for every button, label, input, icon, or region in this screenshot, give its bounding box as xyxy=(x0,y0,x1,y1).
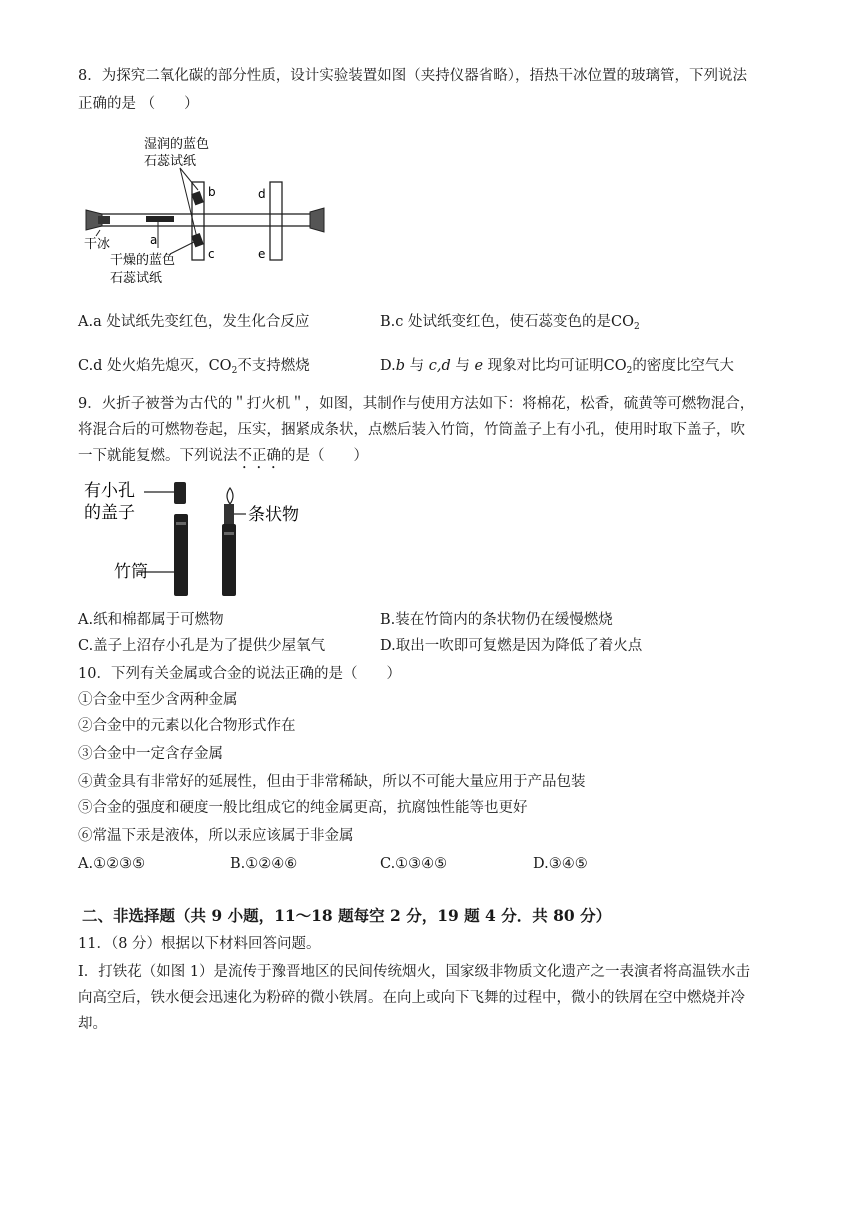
q8-option-d[interactable] xyxy=(380,356,734,381)
q8-option-b[interactable] xyxy=(380,312,640,337)
q10-item-6: ⑥常温下汞是液体，所以汞应该属于非金属 xyxy=(78,828,354,844)
q8-option-c-text: C.d 处火焰先熄灭， xyxy=(78,358,209,374)
q8-stem-line1: 8．为探究二氧化碳的部分性质，设计实验装置如图（夹持仪器省略），捂热干冰位置的玻璃管，下列说法 xyxy=(78,68,747,84)
q9-emphasis-not-correct: 不正确 xyxy=(237,448,281,464)
co2-formula: $CO_2$ xyxy=(603,358,633,376)
q10-option-c[interactable]: C.①③④⑤ xyxy=(380,856,448,872)
q9-label-cap2: 的盖子 xyxy=(84,503,135,523)
q10-option-b[interactable]: B.①②④⑥ xyxy=(230,856,298,872)
q9-label-tube: 竹筒 xyxy=(114,562,148,582)
q10-item-5: ⑤合金的强度和硬度一般比组成它的纯金属更高，抗腐蚀性能等也更好 xyxy=(78,800,528,816)
q8-label-c: c xyxy=(208,247,215,261)
q8-label-d: d xyxy=(258,187,266,201)
q8-label-dry2: 石蕊试纸 xyxy=(110,271,163,286)
q8-apparatus-figure xyxy=(80,130,330,290)
q8-option-c[interactable] xyxy=(78,356,310,381)
q9-label-strip: 条状物 xyxy=(248,505,299,525)
q11-stem: 11．（8 分）根据以下材料回答问题。 xyxy=(78,936,321,952)
q9-fire-starter-figure xyxy=(80,474,350,604)
q8-option-c-text2: 不支持燃烧 xyxy=(237,358,310,374)
q9-stem-line1: 9．火折子被誉为古代的＂打火机＂，如图，其制作与使用方法如下：将棉花，松香，硫黄等可燃物混合， xyxy=(78,396,755,412)
q9-option-b[interactable]: B.装在竹筒内的条状物仍在缓慢燃烧 xyxy=(380,612,613,628)
q8-option-a[interactable]: A.a 处试纸先变红色，发生化合反应 xyxy=(78,314,310,330)
q9-stem-line3 xyxy=(78,446,368,472)
co2-formula: $CO_2$ xyxy=(208,358,238,376)
q9-option-d[interactable]: D.取出一吹即可复燃是因为降低了着火点 xyxy=(380,638,643,654)
q9-stem-line3-pre: 一下就能复燃。下列说法 xyxy=(78,448,238,464)
q8-option-d-mid2: 与 xyxy=(450,358,475,374)
q11-paragraph-line3: 却。 xyxy=(78,1016,107,1032)
q8-option-d-end: 的密度比空气大 xyxy=(632,358,734,374)
q10-item-1: ①合金中至少含两种金属 xyxy=(78,692,238,708)
q8-option-d-post: 现象对比均可证明 xyxy=(483,358,604,374)
q10-option-d[interactable]: D.③④⑤ xyxy=(533,856,588,872)
q8-label-dry: 干燥的蓝色 xyxy=(110,253,176,268)
q9-option-a[interactable]: A.纸和棉都属于可燃物 xyxy=(78,612,224,628)
co2-formula: $CO_2$ xyxy=(611,314,640,332)
q9-stem-line3-post: 的是（ ） xyxy=(281,448,368,464)
q8-label-a: a xyxy=(150,233,158,247)
q8-option-d-letter: D. xyxy=(380,358,396,374)
q8-option-d-cd: c,d xyxy=(428,358,451,374)
q10-item-2: ②合金中的元素以化合物形式作在 xyxy=(78,718,296,734)
q8-option-d-mid1: 与 xyxy=(405,358,429,374)
q9-label-cap1: 有小孔 xyxy=(84,481,135,501)
q9-option-c[interactable]: C.盖子上沼存小孔是为了提供少屋氧气 xyxy=(78,638,326,654)
q8-label-e: e xyxy=(258,247,266,261)
q11-paragraph-line1: I．打铁花（如图 1）是流传于豫晋地区的民间传统烟火，国家级非物质文化遗产之一表演者将高温铁水击 xyxy=(78,964,751,980)
q8-label-wet: 湿润的蓝色 xyxy=(144,137,210,152)
q8-option-d-b: b xyxy=(395,358,406,374)
q10-item-3: ③合金中一定含存金属 xyxy=(78,746,223,762)
q8-label-b: b xyxy=(208,185,216,199)
q8-option-d-e: e xyxy=(474,358,484,374)
q8-label-wet2: 石蕊试纸 xyxy=(144,154,197,169)
q10-option-a[interactable]: A.①②③⑤ xyxy=(78,856,146,872)
q11-paragraph-line2: 向高空后，铁水便会迅速化为粉碎的微小铁屑。在向上或向下飞舞的过程中，微小的铁屑在空中燃烧并冷 xyxy=(78,990,745,1006)
q8-option-b-text: B.c 处试纸变红色，使石蕊变色的是 xyxy=(380,314,611,330)
q10-stem: 10．下列有关金属或合金的说法正确的是（ ） xyxy=(78,666,401,682)
q10-item-4: ④黄金具有非常好的延展性，但由于非常稀缺，所以不可能大量应用于产品包装 xyxy=(78,774,586,790)
section-2-title: 二、非选择题（共 9 小题，11～18 题每空 2 分，19 题 4 分．共 80 分） xyxy=(82,906,612,925)
q8-label-ice: 干冰 xyxy=(84,237,111,252)
q9-stem-line2: 将混合后的可燃物卷起，压实，捆紧成条状，点燃后装入竹筒，竹筒盖子上有小孔，使用时取下盖子，吹 xyxy=(78,422,745,438)
q8-stem-line2: 正确的是 （ ） xyxy=(78,96,199,112)
